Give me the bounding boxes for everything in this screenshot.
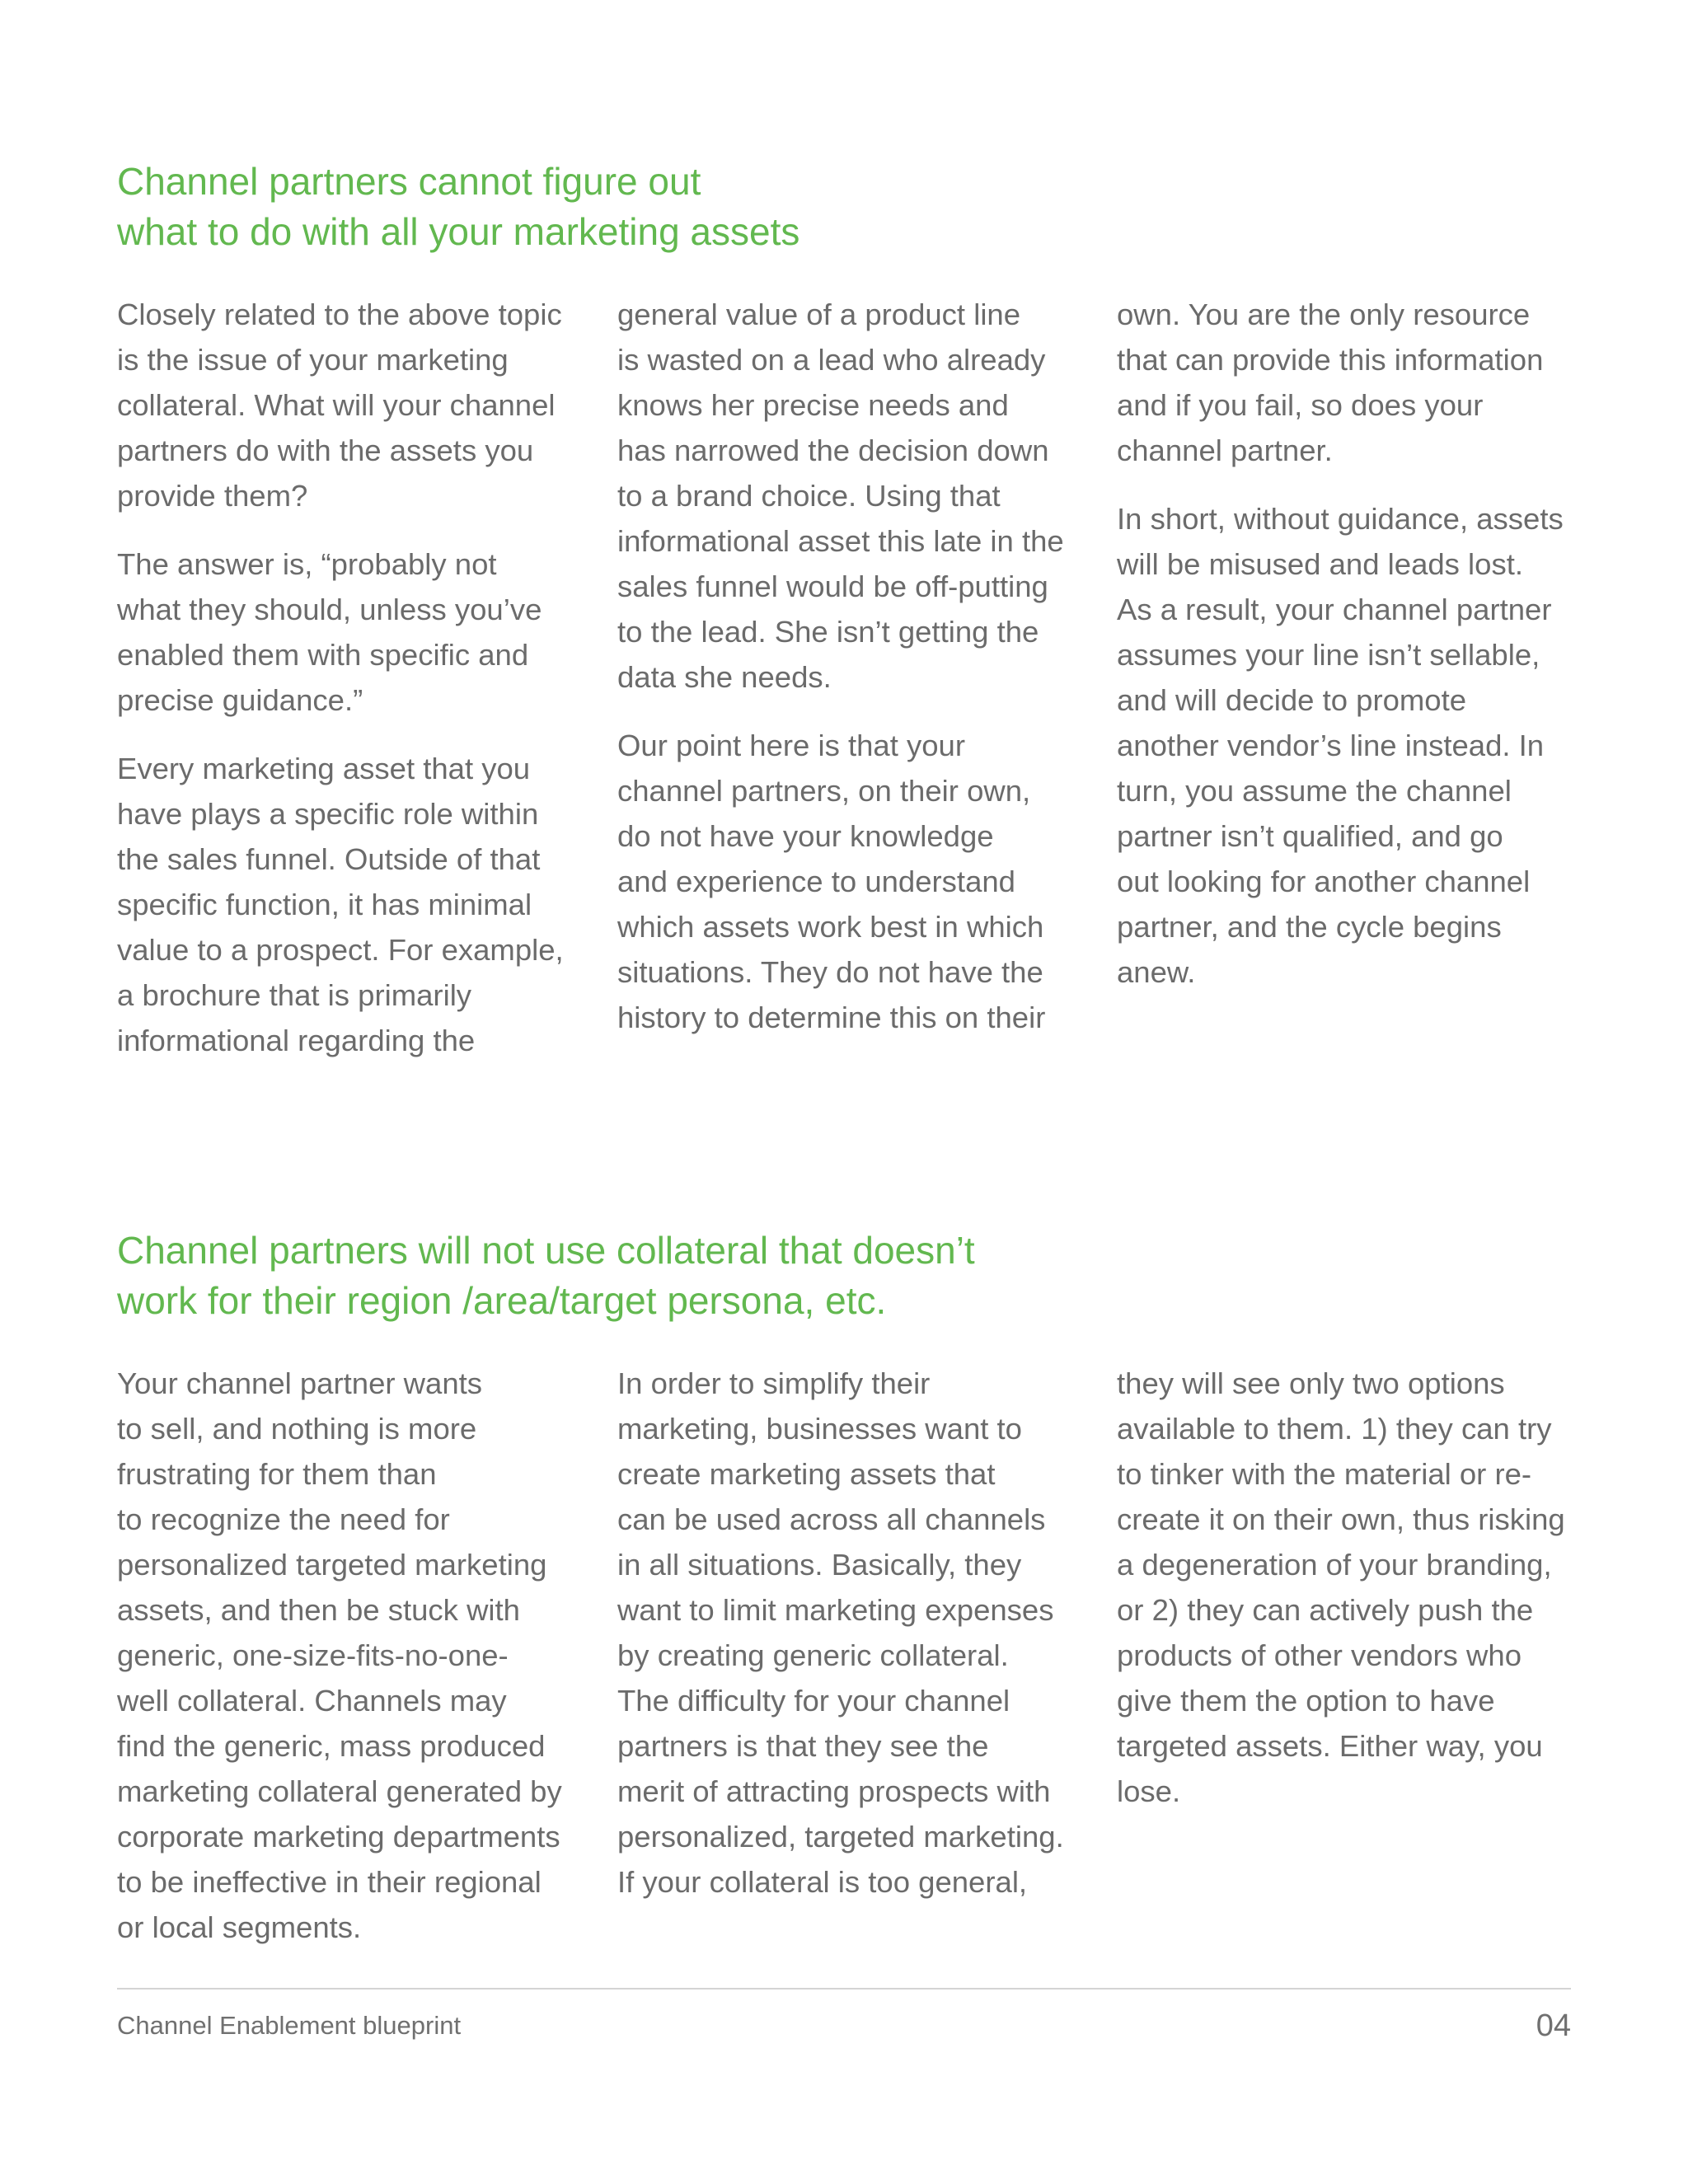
text-column-2	[617, 1361, 1079, 1928]
paragraph	[117, 1361, 579, 1950]
text-line: or 2) they can actively push the	[1117, 1593, 1534, 1627]
text-line: anew.	[1117, 955, 1196, 989]
text-line: As a result, your channel partner	[1117, 593, 1552, 626]
text-line: a degeneration of your branding,	[1117, 1548, 1552, 1582]
text-line: targeted assets. Either way, you	[1117, 1729, 1543, 1763]
text-line: is wasted on a lead who already	[617, 343, 1046, 377]
text-columns	[117, 1361, 1571, 2168]
text-line: is the issue of your marketing	[117, 343, 509, 377]
text-line: and experience to understand	[617, 865, 1015, 898]
footer-title: Channel Enablement blueprint	[117, 2011, 462, 2040]
section-marketing-assets	[117, 157, 1571, 1099]
text-line: marketing, businesses want to	[617, 1412, 1022, 1446]
text-line: channel partner.	[1117, 434, 1333, 467]
text-line: own. You are the only resource	[1117, 298, 1531, 331]
footer-divider	[117, 1988, 1571, 1990]
text-line: in all situations. Basically, they	[617, 1548, 1022, 1582]
text-line: personalized, targeted marketing.	[617, 1820, 1064, 1854]
text-line: has narrowed the decision down	[617, 434, 1049, 467]
paragraph	[117, 292, 579, 518]
text-line: Closely related to the above topic	[117, 298, 562, 331]
text-line: give them the option to have	[1117, 1684, 1495, 1718]
heading-line: Channel partners cannot figure out	[117, 160, 701, 203]
text-line: corporate marketing departments	[117, 1820, 560, 1854]
text-line: lose.	[1117, 1774, 1181, 1808]
heading-line: Channel partners will not use collateral that doesn’t	[117, 1229, 975, 1272]
text-line: assets, and then be stuck with	[117, 1593, 520, 1627]
text-line: will be misused and leads lost.	[1117, 547, 1523, 581]
text-columns	[117, 292, 1571, 1099]
text-line: to a brand choice. Using that	[617, 479, 1001, 513]
text-line: can be used across all channels	[617, 1502, 1046, 1536]
section-heading	[117, 157, 1571, 257]
text-line: frustrating for them than	[117, 1457, 437, 1491]
paragraph	[617, 723, 1079, 1040]
text-line: they will see only two options	[1117, 1366, 1505, 1400]
text-line: informational asset this late in the	[617, 524, 1064, 558]
text-line: a brochure that is primarily	[117, 978, 472, 1012]
page-number: 04	[1536, 2008, 1571, 2043]
text-line: situations. They do not have the	[617, 955, 1043, 989]
text-line: general value of a product line	[617, 298, 1021, 331]
text-line: Your channel partner wants	[117, 1366, 483, 1400]
text-line: The answer is, “probably not	[117, 547, 497, 581]
text-line: the sales funnel. Outside of that	[117, 842, 541, 876]
text-line: history to determine this on their	[617, 1001, 1046, 1034]
text-line: want to limit marketing expenses	[617, 1593, 1054, 1627]
text-line: to be ineffective in their regional	[117, 1865, 542, 1899]
paragraph	[1117, 1361, 1578, 1814]
text-line: merit of attracting prospects with	[617, 1774, 1051, 1808]
text-line: channel partners, on their own,	[617, 774, 1031, 808]
text-line: If your collateral is too general,	[617, 1865, 1028, 1899]
paragraph	[1117, 292, 1578, 473]
text-line: and will decide to promote	[1117, 683, 1467, 717]
text-line: turn, you assume the channel	[1117, 774, 1512, 808]
text-line: precise guidance.”	[117, 683, 363, 717]
text-line: available to them. 1) they can try	[1117, 1412, 1552, 1446]
text-line: partner isn’t qualified, and go	[1117, 819, 1503, 853]
text-line: create marketing assets that	[617, 1457, 996, 1491]
text-line: another vendor’s line instead. In	[1117, 729, 1545, 762]
paragraph	[617, 1361, 1079, 1905]
section-heading	[117, 1226, 1571, 1326]
text-line: to tinker with the material or re-	[1117, 1457, 1532, 1491]
text-line: by creating generic collateral.	[617, 1638, 1009, 1672]
text-line: out looking for another channel	[1117, 865, 1531, 898]
text-line: enabled them with specific and	[117, 638, 529, 672]
text-line: knows her precise needs and	[617, 388, 1009, 422]
paragraph	[117, 746, 579, 1063]
text-line: well collateral. Channels may	[117, 1684, 507, 1718]
text-column-1	[117, 292, 579, 1086]
text-line: Every marketing asset that you	[117, 752, 531, 785]
text-line: provide them?	[117, 479, 308, 513]
text-column-3	[1117, 292, 1578, 1018]
text-line: assumes your line isn’t sellable,	[1117, 638, 1540, 672]
text-line: partner, and the cycle begins	[1117, 910, 1502, 944]
text-line: that can provide this information	[1117, 343, 1544, 377]
text-line: do not have your knowledge	[617, 819, 994, 853]
text-line: data she needs.	[617, 660, 832, 694]
text-line: In order to simplify their	[617, 1366, 931, 1400]
text-line: find the generic, mass produced	[117, 1729, 546, 1763]
text-line: informational regarding the	[117, 1024, 476, 1057]
text-line: partners is that they see the	[617, 1729, 989, 1763]
text-line: Our point here is that your	[617, 729, 965, 762]
text-column-2	[617, 292, 1079, 1063]
text-line: to the lead. She isn’t getting the	[617, 615, 1039, 649]
heading-line: work for their region /area/target persona, etc.	[117, 1279, 887, 1322]
text-line: have plays a specific role within	[117, 797, 539, 831]
text-line: what they should, unless you’ve	[117, 593, 542, 626]
text-line: create it on their own, thus risking	[1117, 1502, 1565, 1536]
text-line: and if you fail, so does your	[1117, 388, 1484, 422]
text-column-3	[1117, 1361, 1578, 1837]
paragraph	[1117, 496, 1578, 995]
text-line: to recognize the need for	[117, 1502, 450, 1536]
text-line: to sell, and nothing is more	[117, 1412, 477, 1446]
text-line: specific function, it has minimal	[117, 888, 532, 921]
text-line: or local segments.	[117, 1910, 362, 1944]
text-line: marketing collateral generated by	[117, 1774, 562, 1808]
text-line: generic, one-size-fits-no-one-	[117, 1638, 509, 1672]
text-line: collateral. What will your channel	[117, 388, 556, 422]
text-line: The difficulty for your channel	[617, 1684, 1010, 1718]
heading-line: what to do with all your marketing assets	[117, 210, 800, 253]
paragraph	[617, 292, 1079, 700]
text-line: personalized targeted marketing	[117, 1548, 547, 1582]
text-line: value to a prospect. For example,	[117, 933, 564, 967]
text-line: products of other vendors who	[1117, 1638, 1522, 1672]
text-column-1	[117, 1361, 579, 1973]
text-line: partners do with the assets you	[117, 434, 534, 467]
text-line: sales funnel would be off-putting	[617, 569, 1048, 603]
text-line: which assets work best in which	[617, 910, 1044, 944]
text-line: In short, without guidance, assets	[1117, 502, 1564, 536]
paragraph	[117, 541, 579, 723]
